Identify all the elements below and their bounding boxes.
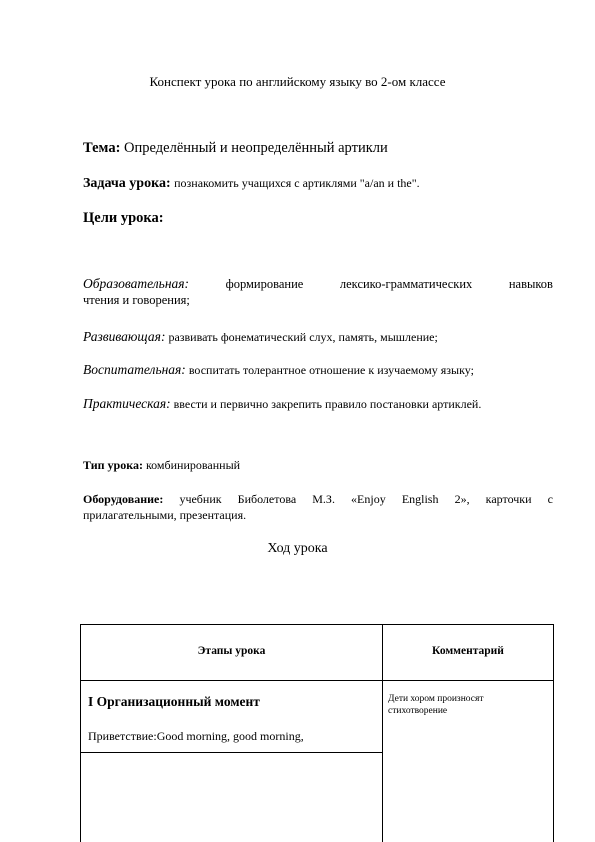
lesson-type-value: комбинированный: [145, 458, 241, 472]
topic-value: Определённый и неопределённый артикли: [124, 140, 388, 156]
equipment-word: М.З.: [312, 492, 335, 506]
goal-developing-value: развивать фонематический слух, память, мышление;: [168, 330, 438, 344]
lesson-task: [83, 176, 553, 192]
goals-heading: Цели урока:: [83, 210, 164, 226]
lesson-type: [83, 458, 553, 473]
equipment-word: с: [547, 492, 553, 506]
goal-educational-word: лексико-грамматических: [339, 277, 473, 291]
goal-practical-label: Практическая:: [83, 396, 171, 411]
goal-developing-label: Развивающая:: [83, 329, 166, 344]
topic-label: Тема:: [83, 140, 121, 156]
table-column-divider: [382, 625, 383, 842]
lesson-topic: [83, 140, 553, 157]
goal-developing: [83, 329, 553, 345]
goal-practical: [83, 396, 553, 412]
equipment: [83, 491, 553, 523]
goal-upbringing: [83, 362, 553, 378]
table-header-comment: Комментарий: [432, 645, 504, 657]
goal-educational-label: Образовательная:: [83, 276, 190, 291]
table-row-stage-text: Приветствие:Good morning, good morning,: [88, 729, 304, 743]
equipment-line2: прилагательными, презентация.: [83, 508, 247, 522]
equipment-word: карточки: [485, 492, 532, 506]
goal-upbringing-label: Воспитательная:: [83, 362, 186, 377]
table-row-stage-title: I Организационный момент: [88, 694, 260, 709]
goal-practical-value: ввести и первично закрепить правило постановки артиклей.: [173, 397, 482, 411]
goal-upbringing-value: воспитать толерантное отношение к изучаемому языку;: [188, 363, 474, 377]
goal-educational-word: навыков: [508, 277, 553, 291]
task-value: познакомить учащихся с артиклями "a/an и the".: [174, 176, 420, 190]
equipment-word: 2»,: [454, 492, 470, 506]
goal-educational-word: формирование: [225, 277, 304, 291]
document-title: Конспект урока по английскому языку во 2-ом классе: [149, 74, 446, 89]
lesson-stages-table: [80, 624, 554, 842]
equipment-word: English: [401, 492, 439, 506]
goal-educational-line2: чтения и говорения;: [83, 293, 190, 307]
table-row-comment: Дети хором произносят стихотворение: [388, 694, 484, 716]
equipment-word: «Enjoy: [351, 492, 386, 506]
table-row-divider: [81, 752, 382, 753]
equipment-label: Оборудование:: [83, 492, 164, 506]
goal-educational: [83, 276, 553, 308]
course-heading: Ход урока: [267, 541, 328, 556]
table-header-stages: Этапы урока: [197, 645, 266, 657]
lesson-type-label: Тип урока:: [83, 458, 143, 472]
equipment-word: Биболетова: [237, 492, 297, 506]
task-label: Задача урока:: [83, 176, 171, 191]
equipment-word: учебник: [179, 492, 222, 506]
table-header-divider: [81, 680, 553, 681]
